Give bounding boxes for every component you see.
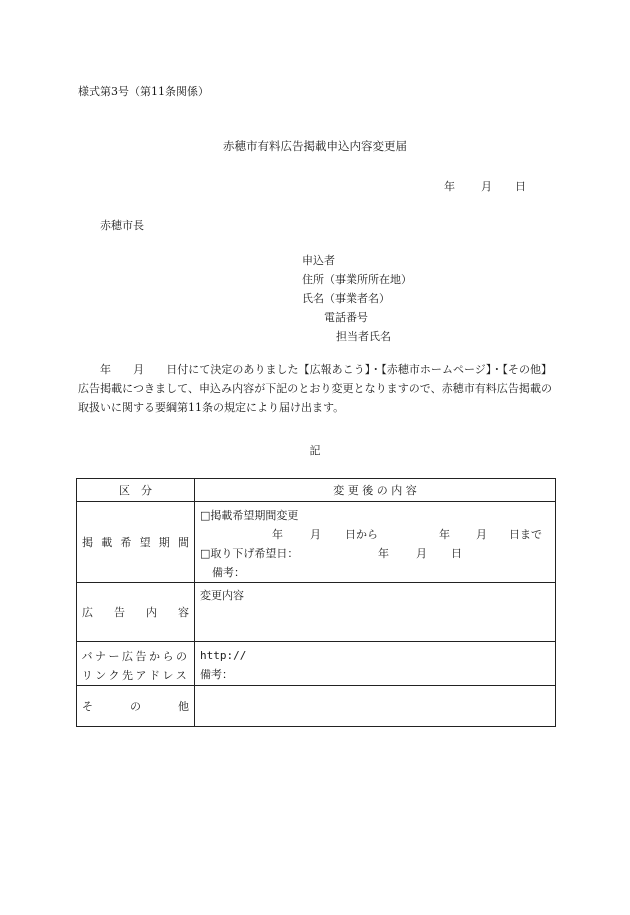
period-content-cell — [195, 502, 556, 583]
range-year2: 年 — [439, 528, 450, 541]
link-url: http:// — [200, 649, 247, 662]
ad-content-label-char: 広 — [82, 606, 93, 619]
period-label-char: 望 — [139, 536, 151, 549]
withdraw-checkbox[interactable]: □取り下げ希望日： — [200, 547, 299, 560]
period-label — [77, 534, 194, 550]
body-paragraph: 年 月 日付にて決定のありました【広報あこう】・【赤穂市ホームページ】・【その他】広告掲載につきまして、申込み内容が下記のとおり変更となりますので、赤穂市有料広告掲載の取扱いに関する要綱第11条の規定により届け出ます。 — [78, 363, 552, 414]
date-year: 年 — [444, 180, 455, 193]
period-label-char: 期 — [158, 536, 170, 549]
date-month: 月 — [481, 180, 492, 193]
link-row — [77, 642, 556, 686]
period-label-cell — [77, 502, 195, 583]
period-label-char: 希 — [120, 536, 132, 549]
period-change-checkbox[interactable]: □掲載希望期間変更 — [200, 509, 299, 522]
withdraw-day: 日 — [451, 547, 462, 560]
document-title: 赤穂市有料広告掲載申込内容変更届 — [223, 139, 407, 153]
ad-content-row — [77, 583, 556, 642]
other-label-char: そ — [82, 700, 93, 713]
ad-content-cell[interactable] — [195, 583, 556, 642]
ad-content-value: 変更内容 — [200, 589, 244, 602]
period-label-char: 載 — [101, 536, 113, 549]
date-day: 日 — [515, 180, 526, 193]
withdraw-month: 月 — [416, 547, 427, 560]
link-label-line1: バナー広告からの — [81, 650, 190, 663]
other-label-cell — [77, 686, 195, 727]
period-label-char: 間 — [177, 536, 189, 549]
other-label-char: 他 — [178, 700, 189, 713]
link-remarks: 備考： — [200, 668, 233, 681]
period-row — [77, 502, 556, 583]
addressee: 赤穂市長 — [100, 219, 144, 232]
other-content-cell[interactable] — [195, 686, 556, 727]
applicant-phone-label: 電話番号 — [324, 311, 368, 324]
ad-content-label — [77, 604, 194, 620]
period-remarks: 備考： — [212, 566, 245, 579]
range-from: 日から — [345, 528, 378, 541]
table-header-row — [77, 479, 556, 502]
header-category-label: 区 分 — [119, 484, 152, 497]
link-content-cell[interactable] — [195, 642, 556, 686]
other-label — [77, 698, 194, 714]
ad-content-label-cell — [77, 583, 195, 642]
header-content-label: 変 更 後 の 内 容 — [333, 484, 417, 497]
applicant-address-label: 住所（事業所所在地） — [302, 273, 412, 286]
header-category-cell — [77, 479, 195, 502]
link-label-line2: リンク先アドレス — [81, 669, 190, 682]
other-label-char: の — [130, 700, 141, 713]
range-month2: 月 — [476, 528, 487, 541]
form-number: 様式第3号（第11条関係） — [78, 85, 209, 98]
ad-content-label-char: 容 — [178, 606, 189, 619]
range-to: 日まで — [509, 528, 542, 541]
ad-content-label-char: 告 — [114, 606, 125, 619]
range-month1: 月 — [310, 528, 321, 541]
withdraw-year: 年 — [378, 547, 389, 560]
applicant-name-label: 氏名（事業者名） — [302, 292, 390, 305]
range-year1: 年 — [272, 528, 283, 541]
applicant-label: 申込者 — [302, 254, 335, 267]
period-label-char: 掲 — [82, 536, 93, 549]
other-row — [77, 686, 556, 727]
ad-content-label-char: 内 — [146, 606, 157, 619]
link-label-cell — [77, 642, 195, 686]
applicant-contact-label: 担当者氏名 — [336, 330, 391, 343]
ki-heading: 記 — [309, 444, 321, 457]
change-form-table — [76, 478, 556, 727]
header-content-cell — [195, 479, 556, 502]
